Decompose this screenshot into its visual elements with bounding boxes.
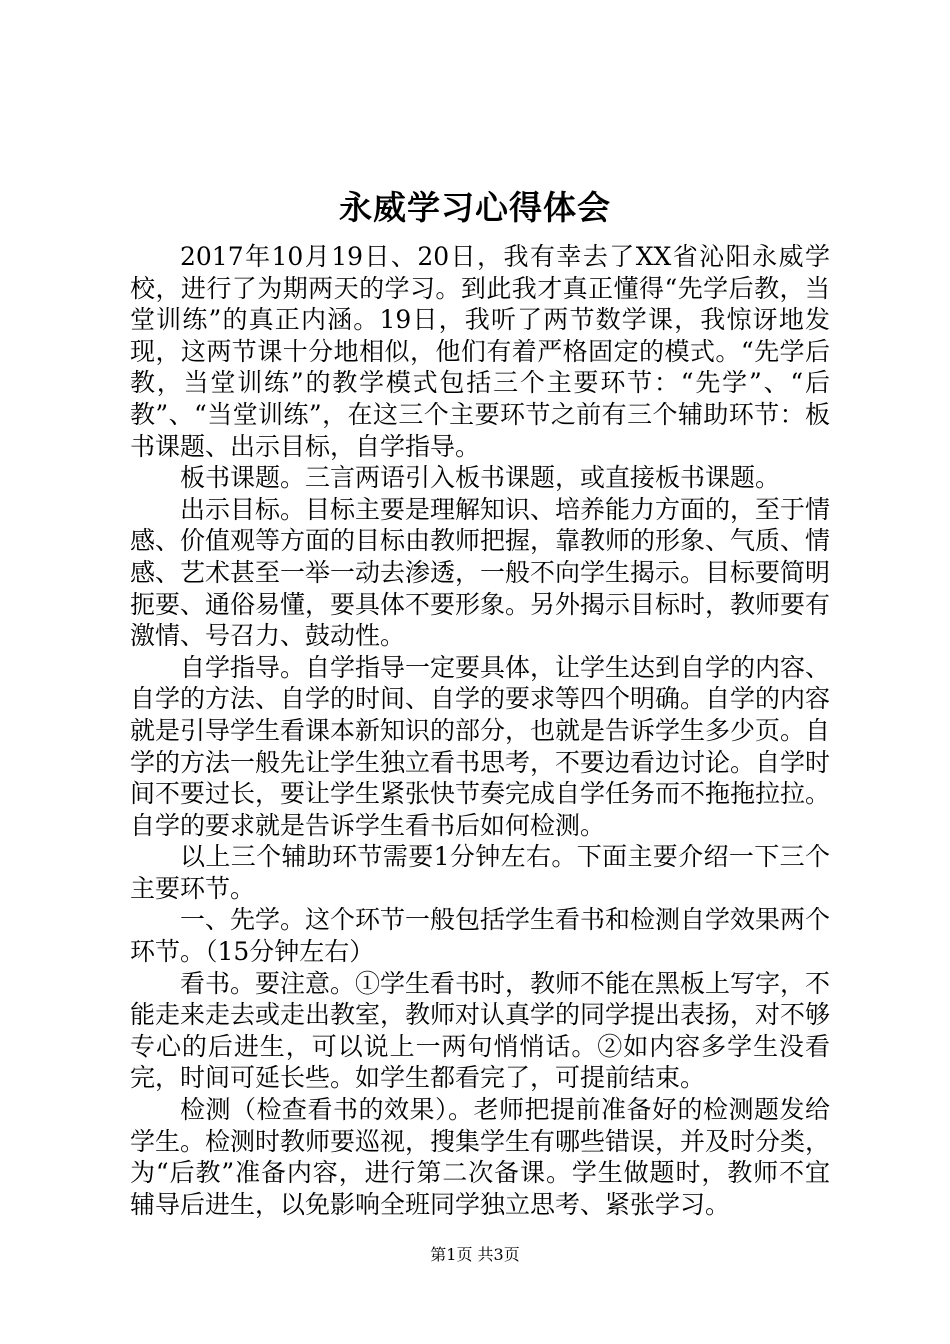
- paragraph: 出示目标。目标主要是理解知识、培养能力方面的，至于情感、价值观等方面的目标由教师把握，靠教师的形象、气质、情感、艺术甚至一举一动去渗透，一般不向学生揭示。目标要简明扼要、通俗易懂，要具体不要形象。另外揭示目标时，教师要有激情、号召力、鼓动性。: [130, 494, 831, 651]
- paragraph: 以上三个辅助环节需要1分钟左右。下面主要介绍一下三个主要环节。: [130, 842, 830, 903]
- paragraph: 一、先学。这个环节一般包括学生看书和检测自学效果两个环节。（15分钟左右）: [130, 905, 831, 967]
- paragraph: 2017年10月19日、20日，我有幸去了XX省沁阳永威学校，进行了为期两天的学习。到此我才真正懂得“先学后教，当堂训练”的真正内涵。19日，我听了两节数学课，我惊讶地发现，这两节课十分地相似，他们有着严格固定的模式。“先学后教，当堂训练”的教学模式包括三个主要环节：“先学”、“后教”、“当堂训练”，在这三个主要环节之前有三个辅助环节：板书课题、出示目标，自学指导。: [130, 242, 830, 461]
- document-body: [130, 241, 830, 1220]
- paragraph: 检测（检查看书的效果）。老师把提前准备好的检测题发给学生。检测时教师要巡视，搜集学生有哪些错误，并及时分类，为“后教”准备内容，进行第二次备课。学生做题时，教师不宜辅导后进生，以免影响全班同学独立思考、紧张学习。: [130, 1095, 831, 1219]
- paragraph: 自学指导。自学指导一定要具体，让学生达到自学的内容、自学的方法、自学的时间、自学的要求等四个明确。自学的内容就是引导学生看课本新知识的部分，也就是告诉学生多少页。自学的方法一般先让学生独立看书思考，不要边看边讨论。自学时间不要过长，要让学生紧张快节奏完成自学任务而不拖拖拉拉。自学的要求就是告诉学生看书后如何检测。: [130, 652, 831, 840]
- document-title: 永威学习心得体会: [339, 188, 611, 227]
- paragraph: 板书课题。三言两语引入板书课题，或直接板书课题。: [180, 463, 781, 493]
- paragraph: 看书。要注意。①学生看书时，教师不能在黑板上写字，不能走来走去或走出教室，教师对认真学的同学提出表扬，对不够专心的后进生，可以说上一两句悄悄话。②如内容多学生没看完，时间可延长些。如学生都看完了，可提前结束。: [130, 968, 831, 1093]
- page-number-footer: 第1页 共3页: [430, 1245, 520, 1264]
